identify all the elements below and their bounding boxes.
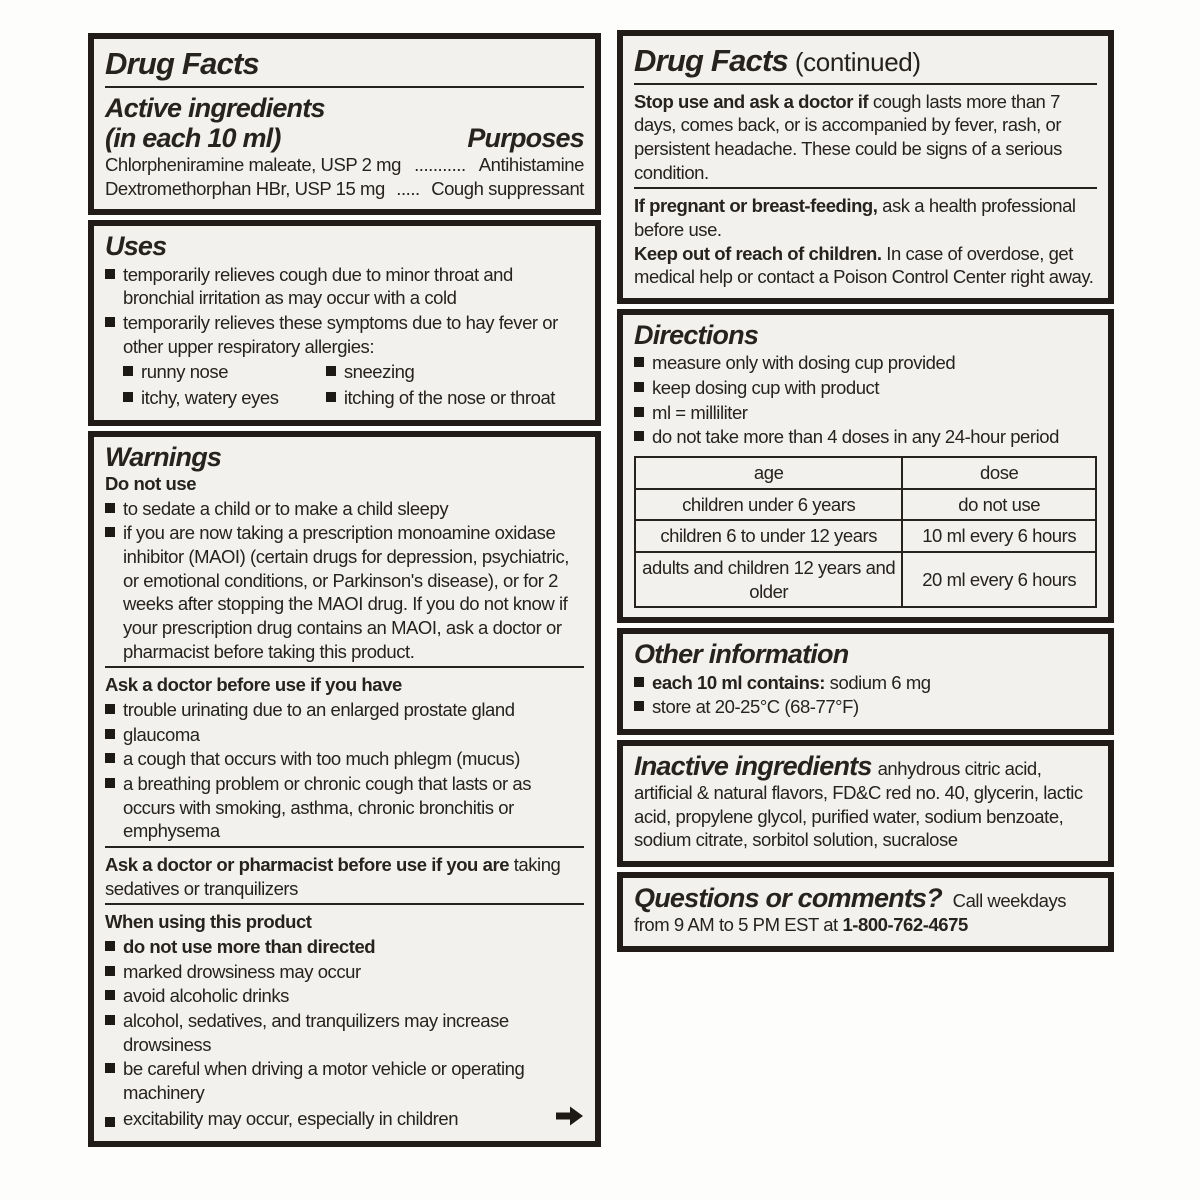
- ask-pharmacist-paragraph: [105, 853, 584, 900]
- other-information-heading: Other information: [634, 639, 849, 670]
- inactive-ingredients-section: [617, 740, 1114, 867]
- directions-section: [617, 309, 1114, 623]
- phone-number: 1-800-762-4675: [842, 914, 968, 936]
- ingredient-name: Chlorpheniramine maleate, USP 2 mg: [105, 154, 401, 176]
- warning-text: a cough that occurs with too much phlegm (mucus): [123, 748, 520, 770]
- age-cell: adults and children 12 years and older: [635, 552, 902, 607]
- bullet-square-icon: [105, 990, 115, 1000]
- contains-label: each 10 ml contains:: [652, 671, 825, 693]
- bullet-square-icon: [634, 431, 644, 441]
- active-ingredients-heading: [105, 93, 584, 153]
- bullet-square-icon: [105, 729, 115, 739]
- active-ingredients-label-line1: Active ingredients: [105, 92, 325, 123]
- symptom-item: [123, 386, 326, 410]
- dot-leader: ...........: [414, 154, 466, 176]
- questions-text: Call weekdays from 9 AM to 5 PM EST at: [634, 890, 1067, 936]
- direction-bullet: [634, 425, 1097, 449]
- warning-bullet: [105, 521, 584, 663]
- when-using-label: When using this product: [105, 911, 312, 933]
- warning-bullet: [105, 984, 584, 1008]
- ask-pharmacist-label: Ask a doctor or pharmacist before use if you are: [105, 854, 510, 876]
- bullet-square-icon: [105, 1063, 115, 1073]
- dosing-table-row: [635, 520, 1096, 552]
- drug-facts-title-bold: Drug Facts: [634, 43, 788, 78]
- uses-symptom-grid: [105, 359, 584, 410]
- other-info-bullet: [634, 671, 1097, 695]
- warning-bullet: [105, 698, 584, 722]
- bullet-square-icon: [105, 1015, 115, 1025]
- warning-text: if you are now taking a prescription monoamine oxidase inhibitor (MAOI) (certain drugs for depression, psychiatric, or emotional conditions, or Parkinson's disease), or for 2 weeks after stopping the MAOI drug. If you do not know if your prescription drug contains an MAOI, ask a doctor or pharmacist before taking this product.: [123, 522, 569, 662]
- uses-bullet: [105, 311, 584, 358]
- do-not-use-label: Do not use: [105, 472, 197, 494]
- ingredient-purpose: Cough suppressant: [431, 177, 584, 199]
- ingredient-purpose: Antihistamine: [478, 154, 584, 176]
- keep-out-text: In case of overdose, get medical help or contact a Poison Control Center right away.: [634, 242, 1094, 288]
- pregnant-paragraph: [634, 194, 1097, 241]
- bullet-square-icon: [105, 269, 115, 279]
- continued-section: [617, 30, 1114, 304]
- bullet-square-icon: [105, 317, 115, 327]
- bullet-square-icon: [326, 392, 336, 402]
- warning-text: a breathing problem or chronic cough that lasts or as occurs with smoking, asthma, chronic bronchitis or emphysema: [123, 773, 532, 842]
- pregnant-text: ask a health professional before use.: [634, 195, 1076, 240]
- bullet-square-icon: [634, 357, 644, 367]
- bullet-square-icon: [105, 704, 115, 714]
- symptom-text: itchy, watery eyes: [141, 387, 279, 409]
- symptom-item: [326, 360, 584, 384]
- dosing-table-row: [635, 552, 1096, 607]
- divider: [105, 86, 584, 88]
- bullet-square-icon: [634, 701, 644, 711]
- direction-bullet: [634, 351, 1097, 375]
- bullet-square-icon: [105, 966, 115, 976]
- other-information-section: [617, 628, 1114, 735]
- warning-text: to sedate a child or to make a child sleepy: [123, 497, 449, 519]
- direction-text: do not take more than 4 doses in any 24-hour period: [652, 426, 1059, 448]
- warning-text: avoid alcoholic drinks: [123, 985, 289, 1007]
- bullet-square-icon: [105, 941, 115, 951]
- drug-facts-title: Drug Facts: [105, 46, 259, 81]
- storage-text: store at 20-25°C (68-77°F): [652, 696, 859, 718]
- dose-cell: 10 ml every 6 hours: [902, 520, 1096, 552]
- ask-pharmacist-text: taking sedatives or tranquilizers: [105, 854, 561, 899]
- ingredient-row: [105, 153, 584, 177]
- questions-heading: Questions or comments?: [634, 883, 942, 914]
- stop-use-text: cough lasts more than 7 days, comes back, or is accompanied by fever, rash, or persistent headache. These could be signs of a serious condition.: [634, 90, 1062, 183]
- divider: [634, 83, 1097, 85]
- divider: [634, 187, 1097, 189]
- symptom-text: runny nose: [141, 361, 229, 383]
- inactive-ingredients-heading: Inactive ingredients: [634, 750, 872, 781]
- direction-bullet: [634, 376, 1097, 400]
- age-cell: children 6 to under 12 years: [635, 520, 902, 552]
- bullet-square-icon: [634, 407, 644, 417]
- bullet-square-icon: [634, 382, 644, 392]
- warnings-section: [88, 431, 601, 1148]
- uses-bullet: [105, 263, 584, 310]
- stop-use-paragraph: [634, 90, 1097, 185]
- warning-bullet: [105, 747, 584, 771]
- warning-text: be careful when driving a motor vehicle or operating machinery: [123, 1058, 525, 1104]
- dosing-table: [634, 456, 1097, 608]
- bullet-square-icon: [105, 1117, 115, 1127]
- symptom-text: itching of the nose or throat: [343, 387, 555, 409]
- symptom-item: [326, 386, 584, 410]
- dot-leader: .....: [396, 177, 420, 199]
- dose-cell: do not use: [902, 489, 1096, 521]
- warning-bullet: [105, 1106, 584, 1132]
- warning-bullet: [105, 723, 584, 747]
- active-ingredients-section: [88, 33, 601, 215]
- dosing-table-row: [635, 489, 1096, 521]
- bullet-square-icon: [105, 527, 115, 537]
- warning-text-bold: do not use more than directed: [123, 936, 376, 958]
- direction-text: keep dosing cup with product: [652, 376, 880, 398]
- warning-bullet: [105, 497, 584, 521]
- inactive-ingredients-text: anhydrous citric acid, artificial & natural flavors, FD&C red no. 40, glycerin, lactic acid, propylene glycol, purified water, sodium benzoate, sodium citrate, sorbitol solution, sucralose: [634, 757, 1083, 851]
- warning-text: marked drowsiness may occur: [123, 960, 361, 982]
- symptom-text: sneezing: [343, 361, 415, 383]
- symptom-item: [123, 360, 326, 384]
- drug-facts-continued-title: [634, 41, 1097, 80]
- divider: [105, 846, 584, 848]
- ingredient-row: [105, 177, 584, 201]
- continued-arrow-icon: [556, 1106, 584, 1132]
- keep-out-paragraph: [634, 242, 1097, 289]
- bullet-square-icon: [326, 366, 336, 376]
- warning-bullet: [105, 772, 584, 843]
- stop-use-label: Stop use and ask a doctor if: [634, 90, 869, 112]
- warning-text: excitability may occur, especially in children: [123, 1107, 459, 1129]
- purposes-label: Purposes: [467, 122, 584, 153]
- warnings-heading: Warnings: [105, 441, 222, 472]
- ingredient-name: Dextromethorphan HBr, USP 15 mg: [105, 177, 385, 199]
- uses-bullet-text: temporarily relieves cough due to minor throat and bronchial irritation as may occur with a cold: [123, 263, 513, 309]
- bullet-square-icon: [105, 778, 115, 788]
- uses-heading: Uses: [105, 231, 167, 262]
- other-info-bullet: [634, 695, 1097, 719]
- right-panel: [617, 30, 1114, 957]
- warning-text: glaucoma: [123, 723, 200, 745]
- warning-text: trouble urinating due to an enlarged prostate gland: [123, 699, 515, 720]
- bullet-square-icon: [105, 503, 115, 513]
- bullet-square-icon: [123, 392, 133, 402]
- active-ingredients-label-line2: (in each 10 ml): [105, 122, 281, 153]
- direction-bullet: [634, 401, 1097, 425]
- warning-bullet: [105, 1009, 584, 1056]
- continued-label: (continued): [794, 47, 921, 77]
- age-column-header: age: [635, 457, 902, 489]
- warning-bullet: [105, 935, 584, 959]
- divider: [105, 666, 584, 668]
- left-panel: [88, 33, 601, 1152]
- warning-bullet: [105, 960, 584, 984]
- bullet-square-icon: [105, 753, 115, 763]
- warning-text: alcohol, sedatives, and tranquilizers may increase drowsiness: [123, 1010, 509, 1055]
- age-cell: children under 6 years: [635, 489, 902, 521]
- direction-text: ml = milliliter: [652, 401, 748, 423]
- warning-bullet: [105, 1057, 584, 1104]
- other-info-text: [652, 671, 931, 695]
- contains-value: sodium 6 mg: [824, 671, 931, 693]
- bullet-square-icon: [123, 366, 133, 376]
- ask-doctor-label: Ask a doctor before use if you have: [105, 674, 402, 696]
- dose-cell: 20 ml every 6 hours: [902, 552, 1096, 607]
- direction-text: measure only with dosing cup provided: [652, 352, 956, 374]
- uses-bullet-text: temporarily relieves these symptoms due to hay fever or other upper respiratory allergies:: [123, 312, 558, 357]
- divider: [105, 903, 584, 905]
- bullet-square-icon: [634, 677, 644, 687]
- uses-section: [88, 220, 601, 425]
- questions-section: [617, 872, 1114, 952]
- pregnant-label: If pregnant or breast-feeding,: [634, 195, 878, 217]
- directions-heading: Directions: [634, 320, 759, 351]
- dosing-table-header-row: [635, 457, 1096, 489]
- keep-out-label: Keep out of reach of children.: [634, 242, 882, 264]
- dose-column-header: dose: [902, 457, 1096, 489]
